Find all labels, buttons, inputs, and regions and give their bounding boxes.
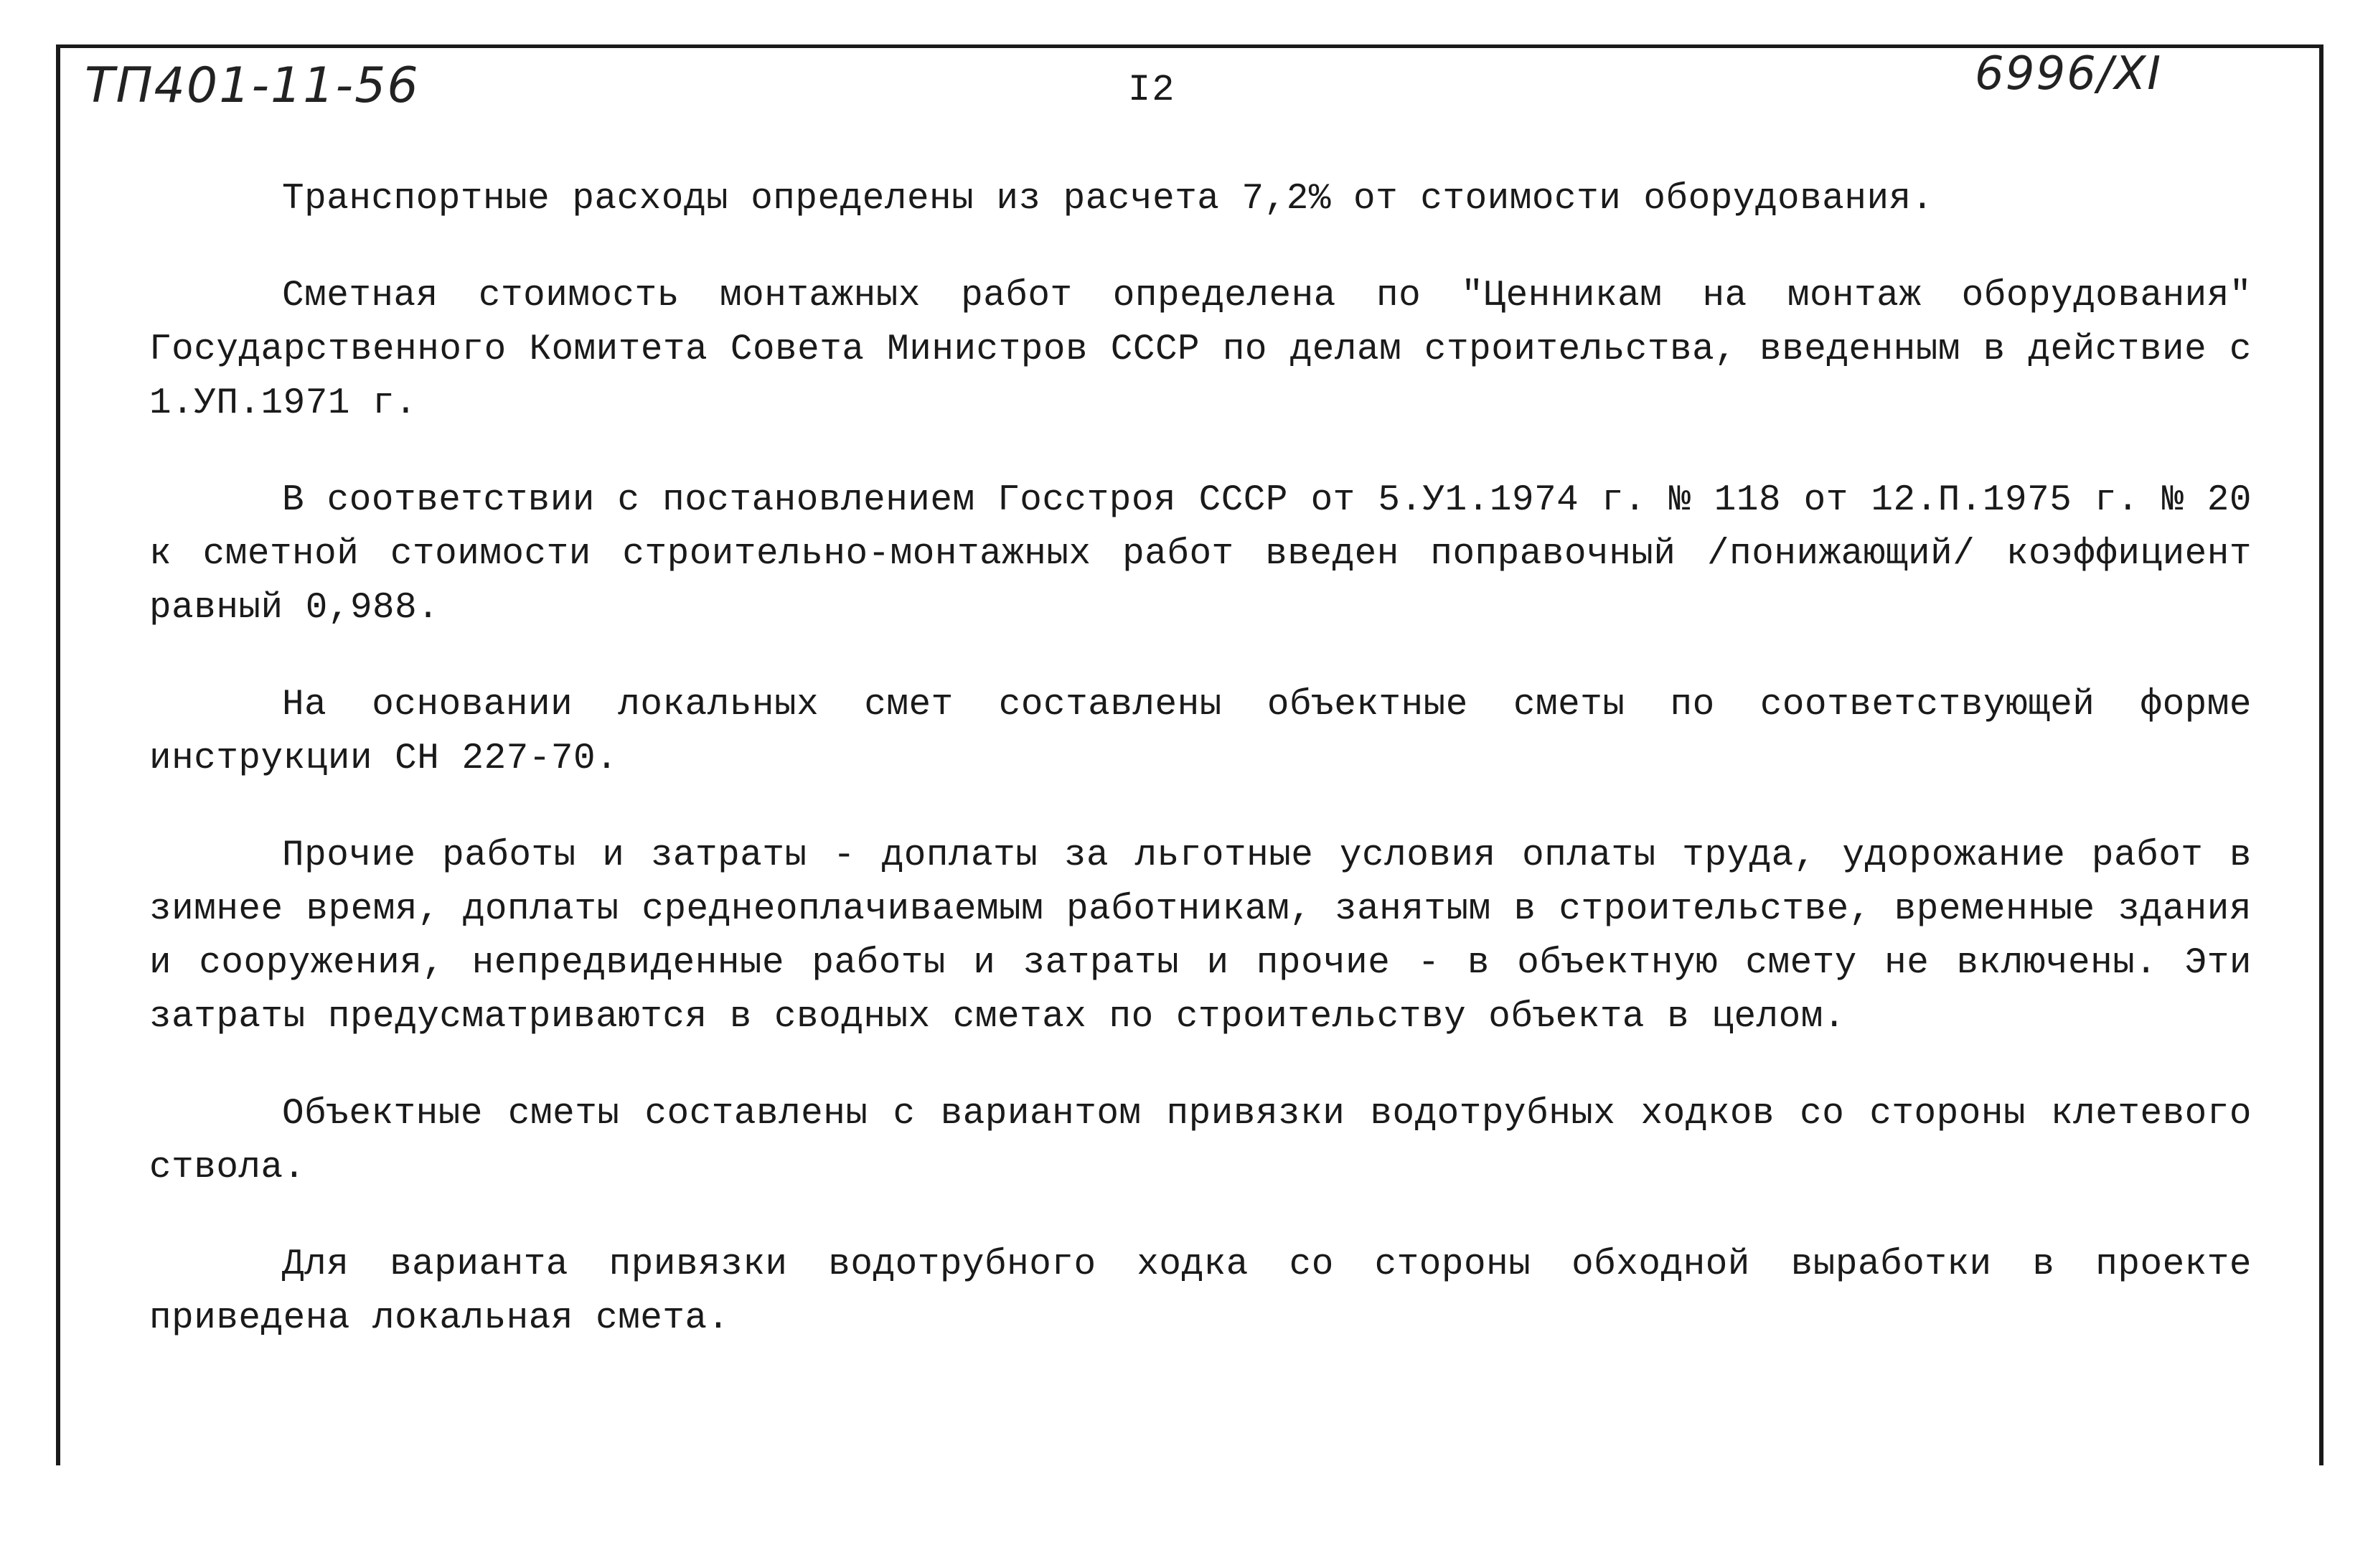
- paragraph-local-estimate: Для варианта привязки водотрубного ходка со стороны обходной выработки в проекте приведена локальная смета.: [149, 1244, 2252, 1339]
- paragraph-installation-cost: Сметная стоимость монтажных работ определена по "Ценникам на монтаж оборудования" Государственного Комитета Совета Министров СССР по делам строительства, введенным в действие с 1.УП.1971 г.: [149, 276, 2252, 424]
- page-number: I2: [1128, 69, 1176, 111]
- paragraph-other-works: Прочие работы и затраты - доплаты за льготные условия оплаты труда, удорожание работ в зимнее время, доплаты среднеоплачиваемым работникам, занятым в строительстве, временные здания и сооружения, непредвиденные работы и затраты и прочие - в объектную смету не включены. Эти затраты предусматриваются в сводных сметах по строительству объекта в целом.: [149, 835, 2252, 1038]
- paragraph-correction-coefficient: В соответствии с постановлением Госстроя СССР от 5.У1.1974 г. № 118 от 12.П.1975 г. № 20 к сметной стоимости строительно-монтажных работ введен поправочный /понижающий/ коэффициент равный 0,988.: [149, 480, 2252, 629]
- paragraph-object-estimates: На основании локальных смет составлены объектные сметы по соответствующей форме инструкции СН 227-70.: [149, 685, 2252, 779]
- archive-number: 6996/XI: [1975, 47, 2163, 100]
- document-body: [149, 172, 2252, 1389]
- paragraph-transport-costs: Транспортные расходы определены из расчета 7,2% от стоимости оборудования.: [282, 179, 1934, 220]
- document-code: ТП401-11-56: [85, 57, 420, 114]
- paragraph-binding-variant: Объектные сметы составлены с вариантом привязки водотрубных ходков со стороны клетевого ствола.: [149, 1094, 2252, 1188]
